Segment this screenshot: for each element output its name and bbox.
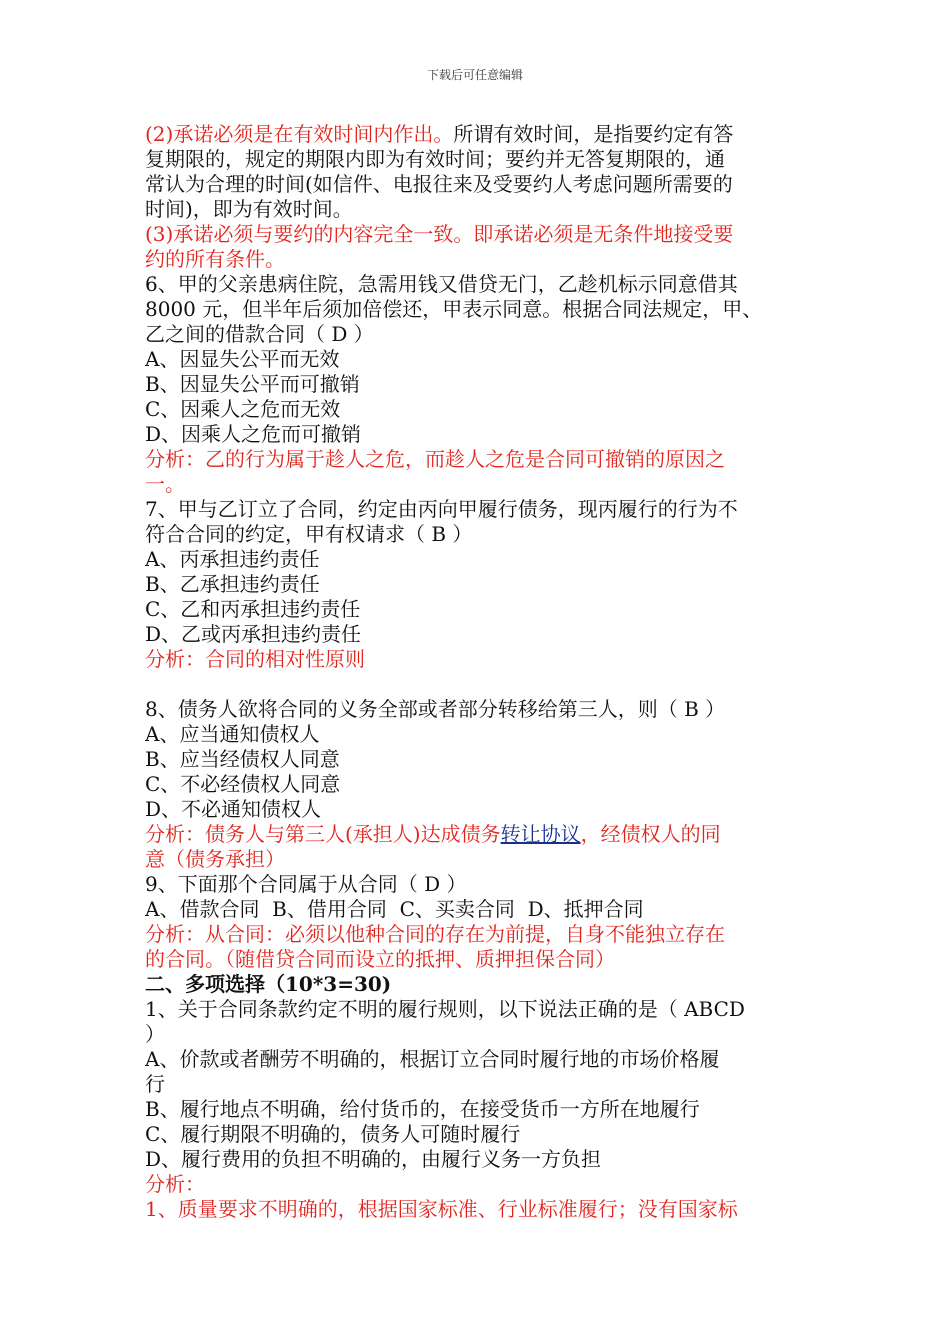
mq1-option-d: D、履行费用的负担不明确的，由履行义务一方负担 xyxy=(145,1147,602,1171)
q6-option-c: C、因乘人之危而无效 xyxy=(145,397,341,421)
para2-line3: 常认为合理的时间(如信件、电报往来及受要约人考虑问题所需要的 xyxy=(145,172,733,196)
q8-analysis-line1 xyxy=(145,822,810,847)
q7-option-a: A、丙承担违约责任 xyxy=(145,547,320,571)
q8-option-a: A、应当通知债权人 xyxy=(145,722,320,746)
q9-line1: 9、下面那个合同属于从合同（ D ） xyxy=(145,872,467,896)
section2-title: 二、多项选择（10*3=30) xyxy=(145,972,392,996)
q8-option-d: D、不必通知债权人 xyxy=(145,797,322,821)
para3-line2: 约的所有条件。 xyxy=(145,247,285,271)
page-header: 下载后可任意编辑 xyxy=(426,68,523,82)
q8-analysis-line2: 意（债务承担） xyxy=(145,847,285,871)
q7-line2: 符合合同的约定，甲有权请求（ B ） xyxy=(145,522,473,546)
q6-option-b: B、因显失公平而可撤销 xyxy=(145,372,360,396)
para2-text: 所谓有效时间，是指要约定有答 xyxy=(453,122,734,146)
mq1-option-a-line1: A、价款或者酬劳不明确的，根据订立合同时履行地的市场价格履 xyxy=(145,1047,720,1071)
q8-analysis-pre: 分析：债务人与第三人(承担人)达成债务 xyxy=(145,822,501,846)
q6-option-d: D、因乘人之危而可撤销 xyxy=(145,422,362,446)
q6-option-a: A、因显失公平而无效 xyxy=(145,347,340,371)
mq1-analysis-line1: 1、质量要求不明确的，根据国家标准、行业标准履行；没有国家标 xyxy=(145,1197,738,1221)
q8-line1: 8、债务人欲将合同的义务全部或者部分转移给第三人，则（ B ） xyxy=(145,697,726,721)
q9-options: A、借款合同 B、借用合同 C、买卖合同 D、抵押合同 xyxy=(145,897,644,921)
q7-line1: 7、甲与乙订立了合同，约定由丙向甲履行债务，现丙履行的行为不 xyxy=(145,497,738,521)
para3-line1: (3)承诺必须与要约的内容完全一致。即承诺必须是无条件地接受要 xyxy=(145,222,734,246)
mq1-line2: ） xyxy=(145,1022,165,1046)
transfer-agreement-link[interactable]: 转让协议 xyxy=(500,822,581,846)
q6-analysis-line1: 分析：乙的行为属于趁人之危，而趁人之危是合同可撤销的原因之 xyxy=(145,447,725,471)
para2-line1 xyxy=(145,122,810,147)
mq1-option-b: B、履行地点不明确，给付货币的，在接受货币一方所在地履行 xyxy=(145,1097,700,1121)
document-body xyxy=(145,122,810,1222)
q6-line1: 6、甲的父亲患病住院，急需用钱又借贷无门，乙趁机标示同意借其 xyxy=(145,272,738,296)
para2-line2: 复期限的，规定的期限内即为有效时间；要约并无答复期限的，通 xyxy=(145,147,725,171)
para2-red-text: (2)承诺必须是在有效时间内作出。 xyxy=(145,122,454,146)
q8-analysis-post: ，经债权人的同 xyxy=(580,822,721,846)
blank-line xyxy=(145,672,810,697)
q7-analysis: 分析：合同的相对性原则 xyxy=(145,647,365,671)
q8-option-b: B、应当经债权人同意 xyxy=(145,747,340,771)
q9-analysis-line2: 的合同。（随借贷合同而设立的抵押、质押担保合同） xyxy=(145,947,615,971)
para2-line4: 时间)，即为有效时间。 xyxy=(145,197,353,221)
q6-line3: 乙之间的借款合同（ D ） xyxy=(145,322,374,346)
mq1-analysis-label: 分析： xyxy=(145,1172,205,1196)
mq1-line1: 1、关于合同条款约定不明的履行规则，以下说法正确的是（ ABCD xyxy=(145,997,745,1021)
mq1-option-c: C、履行期限不明确的，债务人可随时履行 xyxy=(145,1122,521,1146)
q7-option-d: D、乙或丙承担违约责任 xyxy=(145,622,362,646)
q6-analysis-line2: 一。 xyxy=(145,472,185,496)
q6-line2: 8000 元，但半年后须加倍偿还，甲表示同意。根据合同法规定，甲、 xyxy=(145,297,763,321)
q7-option-c: C、乙和丙承担违约责任 xyxy=(145,597,361,621)
q8-option-c: C、不必经债权人同意 xyxy=(145,772,341,796)
mq1-option-a-line2: 行 xyxy=(145,1072,165,1096)
q7-option-b: B、乙承担违约责任 xyxy=(145,572,320,596)
q9-analysis-line1: 分析：从合同：必须以他种合同的存在为前提，自身不能独立存在 xyxy=(145,922,725,946)
